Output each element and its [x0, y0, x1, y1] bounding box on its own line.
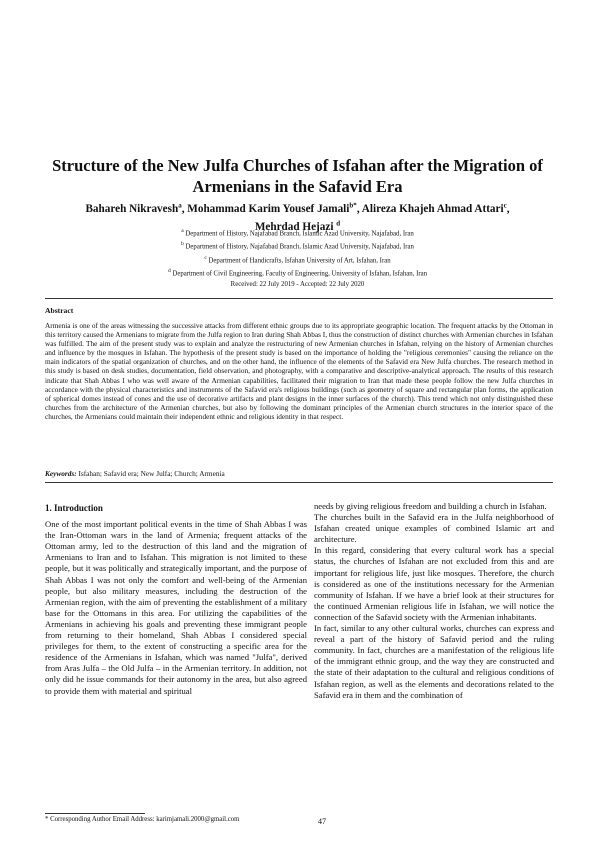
paper-title: Structure of the New Julfa Churches of Isfahan after the Migration of Armenians in the Safavid Era	[52, 156, 543, 196]
author-4: Mehrdad Hejazi $^d$	[254, 219, 341, 234]
affiliation-d: $^d$ Department of Civil Engineering, Faculty of Engineering, University of Isfahan, Isfahan, Iran	[167, 267, 428, 278]
abstract-bottom-rule	[45, 482, 553, 483]
affiliation-c: $^c$ Department of Handicrafts, Isfahan University of Art, Isfahan, Iran	[204, 254, 391, 264]
abstract-top-rule	[45, 298, 553, 299]
paragraph: The churches built in the Safavid era in the Julfa neighborhood of Isfahan created unique examples of combined Islamic art and architecture.	[314, 512, 554, 545]
section-heading-introduction: 1. Introduction	[45, 503, 103, 513]
affiliation-b: $^b$ Department of History, Najafabad Branch, Islamic Azad University, Najafabad, Iran	[181, 241, 414, 251]
paragraph: In this regard, considering that every cultural work has a special status, the churches of Isfahan are not excluded from this and are important for religious life, just like mosques. Therefore, the church is considered as one of the institutions necessary for the Armenian community of Isfahan. If we have a brief look at their structures for the continued Armenian religious life in Isfahan, we will notice the connection of the Safavid society with the Armenian inhabitants.	[314, 545, 554, 622]
paragraph: needs by giving religious freedom and building a church in Isfahan.	[314, 501, 547, 511]
affiliations	[40, 226, 555, 290]
author-1: Bahareh Nikravesh$^a$,	[85, 201, 188, 215]
keywords	[45, 469, 553, 478]
corresponding-author-footnote: * Corresponding Author Email Address: karimjamali.2000@gmail.com	[45, 816, 240, 823]
footnote-rule	[45, 813, 145, 814]
author-3: Alireza Khajeh Ahmad Attari$^c$,	[361, 201, 510, 215]
page-number: 47	[318, 817, 326, 826]
left-column	[45, 503, 307, 697]
abstract-text: Armenia is one of the areas witnessing the successive attacks from different ethnic groups due to its appropriate geographic location. The frequent attacks by the Ottoman in this territory caused the Armenians to migrate from the Julfa region to Iran during Shah Abbas I, thus the construction of distinct churches with Armenian churches in Isfahan was fulfilled. The aim of the present study was to explain and analyze the restructuring of new Armenian churches in Isfahan, relying on the history of Armenian churches and influence by the mosques in Isfahan. The hypothesis of the present study is based on the importance of holding the "religious ceremonies" causing the reliance on the main indicators of the spatial organization of churches, and on the other hand, the influence of the elements of the Safavid era New Julfa churches. The research method in this study is based on desk studies, documentation, field observation, and photography, with a comparative and descriptive-analytical approach. The results of this research indicate that Shah Abbas I who was well aware of the Armenian capabilities, facilitated their migration to Iran that made these people follow the new Julfa churches in accordance with the physical characteristics and instruments of the Safavid era's religious buildings (such as geometry of square and rectangular plan forms, the application of spherical domes instead of cones and the use of decorative artifacts and plant designs in the inner surfaces of the church). This trend which not only distinguished these churches from the architecture of the Armenian churches, but also by following the dominant principles of the Armenian church structures in the interior space of the churches, the Armenians could maintain their independent ethnic and religious identity in that respect.	[45, 321, 553, 421]
keywords-list: Isfahan; Safavid era; New Julfa; Church; Armenia	[76, 469, 225, 478]
abstract-heading: Abstract	[45, 306, 74, 315]
received-accepted-dates: Received: 22 July 2019 - Accepted: 22 July 2020	[230, 281, 365, 289]
affiliation-a: $^a$ Department of History, Najafabad Branch, Islamic Azad University, Najafabad, Iran	[181, 228, 414, 238]
paragraph: In fact, similar to any other cultural works, churches can express and reveal a part of the history of Safavid period and the ruling community. In fact, churches are a manifestation of the religious life of the immigrant ethnic group, and the way they are constructed and the state of their adaptation to the cultural and religious conditions of Isfahan region, as well as the elements and decorations related to the Safavid era in them and the combination of	[314, 623, 554, 700]
paragraph: One of the most important political events in the time of Shah Abbas I was the Iran-Ottoman wars in the land of Armenia; frequent attacks of the Ottoman army, led to the destruction of this land and the migration of Armenians to Iran and to Isfahan. This migration is not limited to these people, but it was politically and strategically important, and the purpose of Shah Abbas I was not only the comfort and well-being of the Armenian people, but also military measures, including the destruction of the Armenian region, with the aim of preventing the establishment of a military base for the Ottomans in this area. For utilizing the capabilities of the Armenians in achieving his goals and preventing these immigrant people from returning to their homeland, Shah Abbas I considered special privileges for them, to the extent of constructing a specific area for the residence of the Armenians in Isfahan, which was named "Julfa", derived from Aras Julfa – the Old Julfa – in the Armenian territory. In addition, not only did he issue commands for their autonomy in the area, but also agreed to provide them with material and spiritual	[45, 519, 307, 696]
keywords-label: Keywords:	[45, 469, 77, 478]
author-2: Mohammad Karim Yousef Jamali$^{b*}$,	[187, 201, 362, 215]
right-column	[314, 501, 554, 701]
